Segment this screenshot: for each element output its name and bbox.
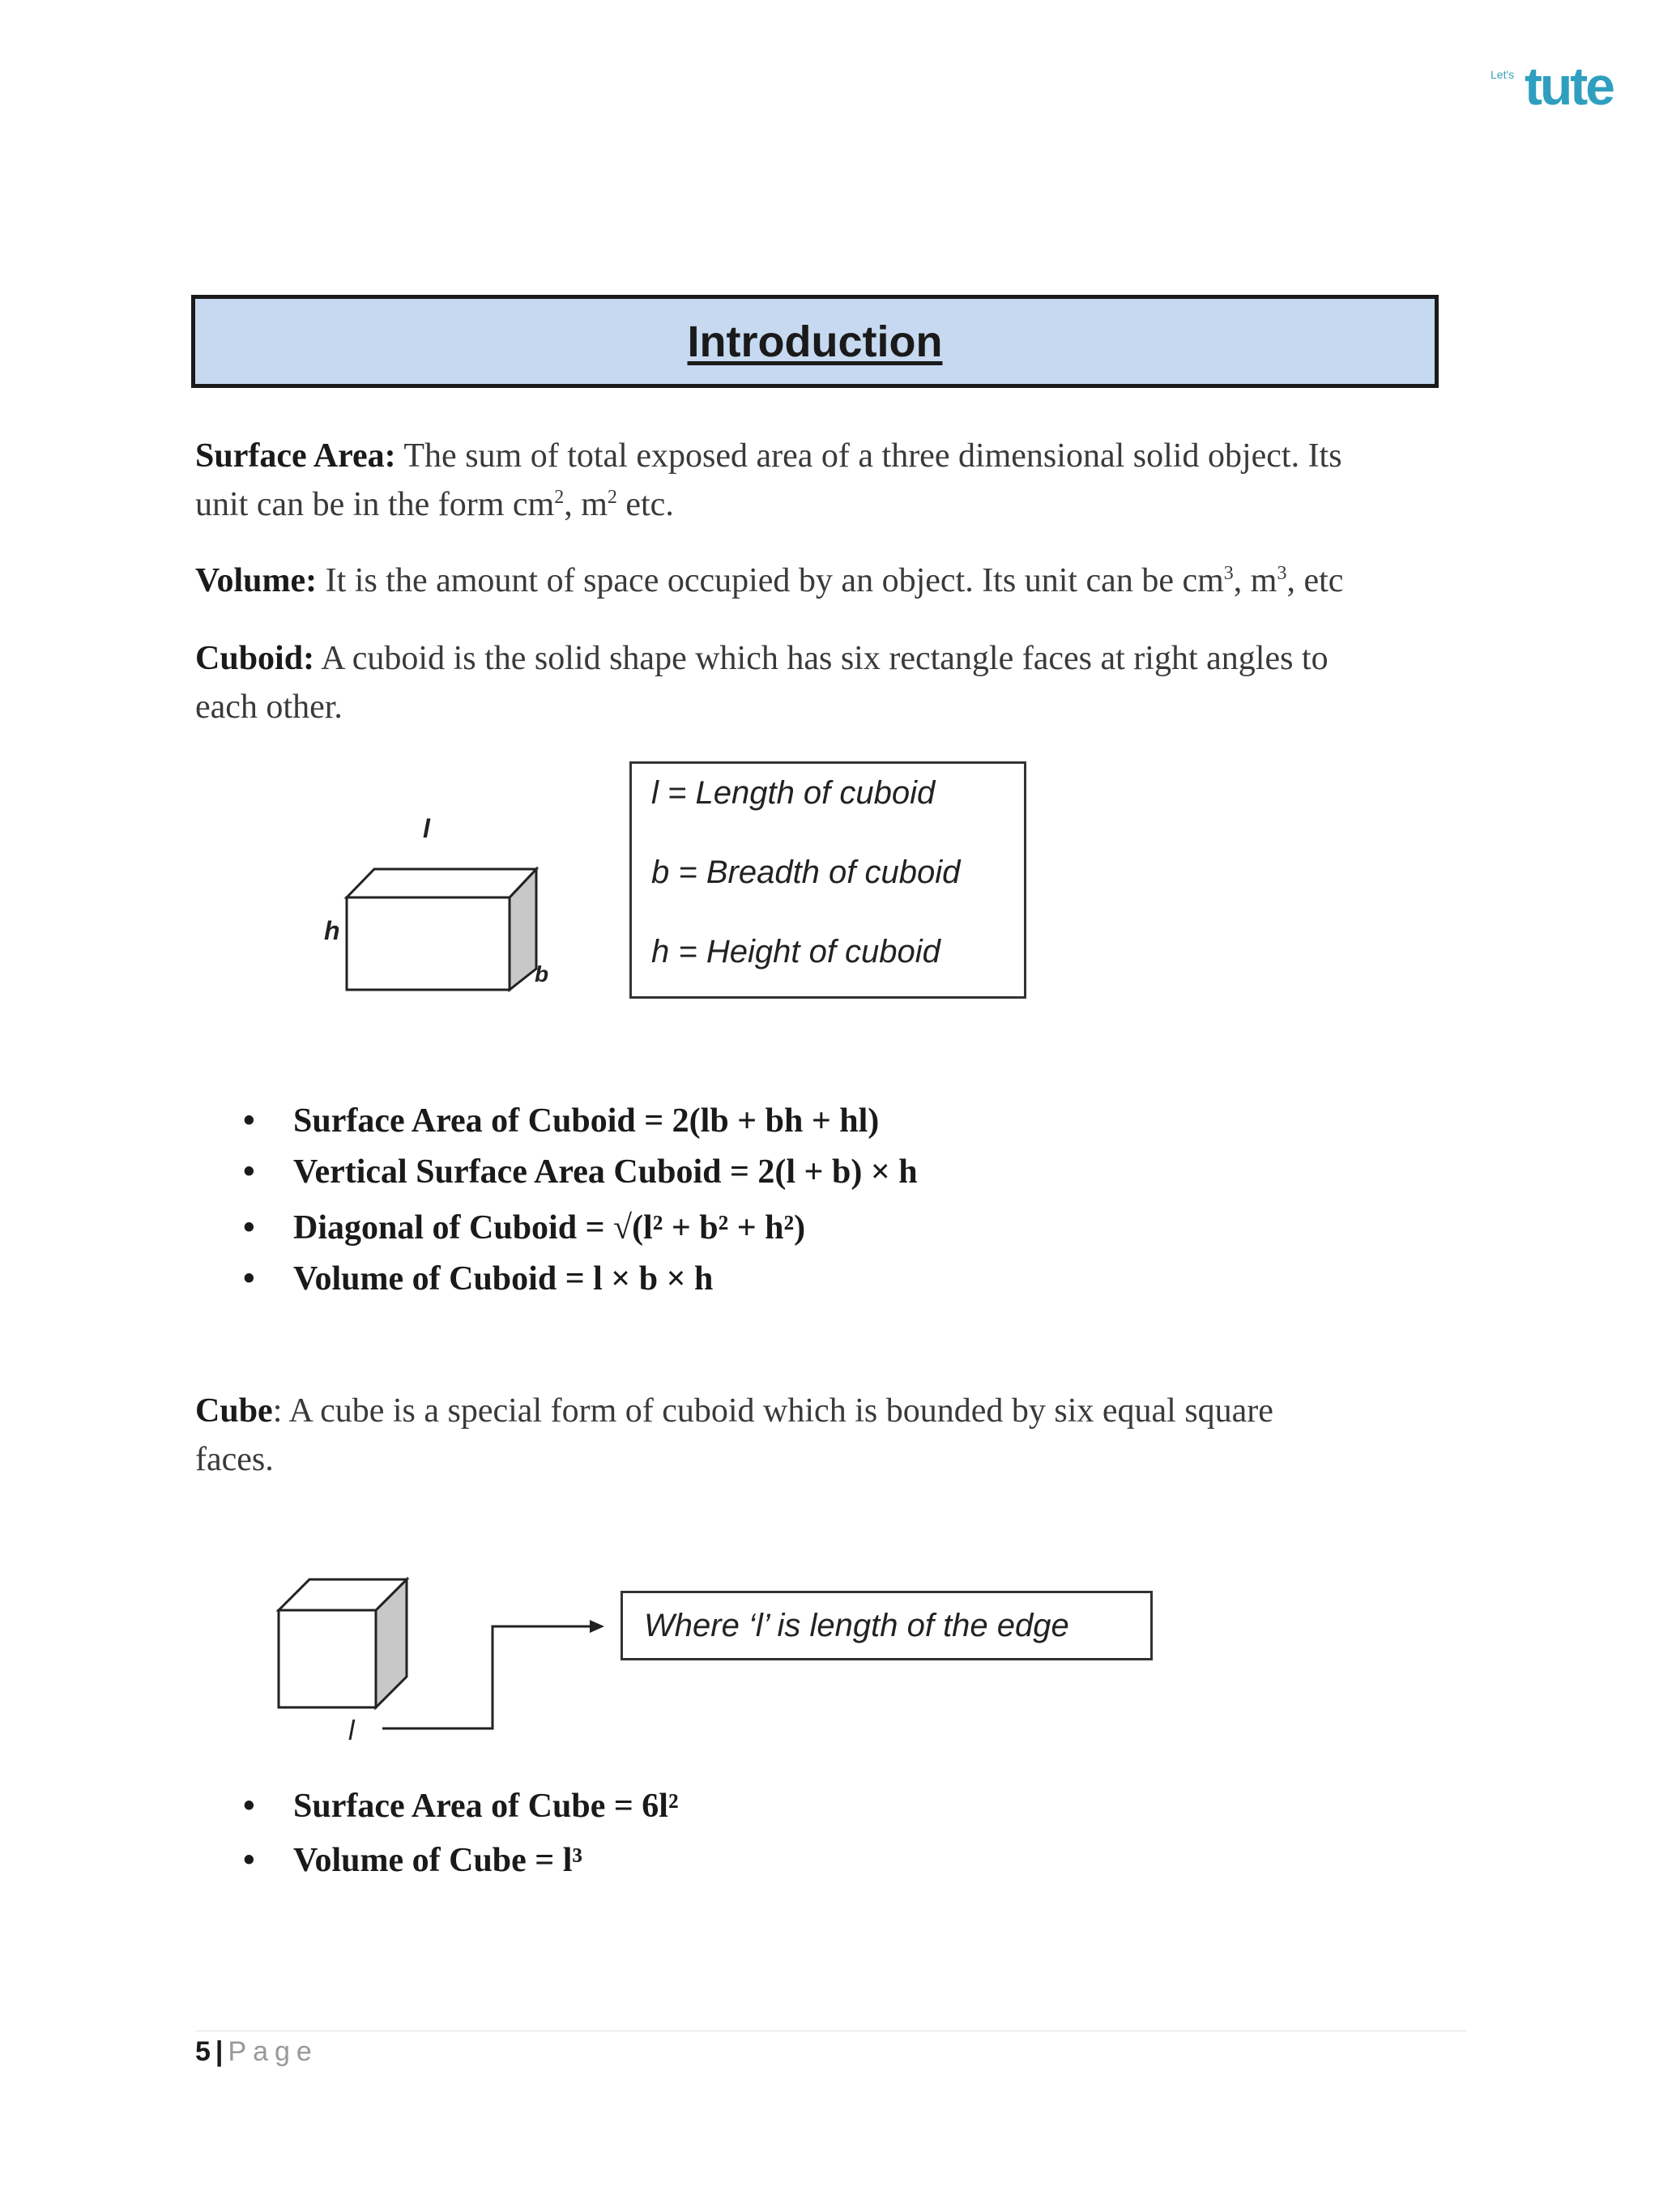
- cube-edge-note: Where ‘l’ is length of the edge: [644, 1607, 1069, 1643]
- formula-text: Vertical Surface Area Cuboid = 2(l + b) × h: [293, 1153, 918, 1191]
- formula-vertical-surface-area: [243, 1153, 1377, 1208]
- volume-term: Volume:: [195, 562, 318, 599]
- bullet: •: [243, 1260, 255, 1298]
- surface-area-unit-sep: , m: [564, 486, 608, 523]
- cube-diagram: [267, 1563, 624, 1758]
- formula-text: Volume of Cuboid = l × b × h: [293, 1260, 714, 1298]
- formula-text: Volume of Cube = l³: [293, 1842, 582, 1879]
- legend-height: h = Height of cuboid: [651, 934, 940, 970]
- cuboid-label-l: l: [423, 814, 430, 843]
- legend-length: l = Length of cuboid: [651, 775, 936, 811]
- surface-area-exp-1: 2: [554, 487, 565, 508]
- volume-paragraph: [195, 556, 1475, 605]
- cube-connector-line: [382, 1626, 591, 1728]
- volume-exp-1: 3: [1223, 563, 1234, 584]
- surface-area-term: Surface Area:: [195, 437, 396, 475]
- cuboid-label-h: h: [324, 916, 340, 945]
- page-word: Page: [228, 2036, 318, 2067]
- cube-term: Cube: [195, 1392, 273, 1430]
- cube-text: : A cube is a special form of cuboid which is bounded by six equal square: [272, 1392, 1273, 1430]
- formula-diagonal-cuboid: [243, 1208, 1377, 1259]
- cuboid-formula-list: [243, 1102, 1377, 1311]
- cube-edge-note-box: [621, 1591, 1153, 1660]
- cuboid-top-face: [347, 869, 536, 897]
- cuboid-paragraph: [195, 634, 1475, 731]
- logo-small-text: Let's: [1491, 68, 1515, 81]
- footer-separator: |: [215, 2036, 224, 2067]
- cuboid-text: A cuboid is the solid shape which has six rectangle faces at right angles to: [321, 640, 1328, 677]
- page-footer: [195, 2036, 318, 2068]
- arrow-head-icon: [590, 1620, 604, 1633]
- surface-area-text: The sum of total exposed area of a three dimensional solid object. Its: [403, 437, 1342, 475]
- bullet: •: [243, 1102, 255, 1140]
- cube-paragraph: [195, 1387, 1475, 1484]
- surface-area-unit-prefix: unit can be in the form cm: [195, 486, 555, 523]
- cuboid-label-b: b: [535, 961, 549, 987]
- cuboid-term: Cuboid:: [195, 640, 315, 677]
- tute-logo: [1491, 56, 1628, 120]
- surface-area-paragraph: [195, 432, 1475, 529]
- formula-surface-area-cube: [243, 1787, 1377, 1841]
- formula-volume-cuboid: [243, 1259, 1377, 1311]
- legend-breadth: b = Breadth of cuboid: [651, 855, 961, 890]
- formula-text: Surface Area of Cuboid = 2(lb + bh + hl): [293, 1102, 880, 1140]
- bullet: •: [243, 1842, 255, 1879]
- volume-exp-2: 3: [1277, 563, 1287, 584]
- formula-text: Surface Area of Cube = 6l²: [293, 1788, 679, 1825]
- page-number: 5: [195, 2036, 211, 2067]
- surface-area-exp-2: 2: [607, 487, 617, 508]
- surface-area-unit-suffix: etc.: [616, 486, 674, 523]
- cuboid-front-face: [347, 897, 510, 990]
- formula-surface-area-cuboid: [243, 1102, 1377, 1153]
- volume-unit-suffix: , etc: [1286, 562, 1344, 599]
- bullet: •: [243, 1788, 255, 1825]
- bullet: •: [243, 1209, 255, 1247]
- cuboid-text-line2: each other.: [195, 688, 343, 726]
- logo-main-text: tute: [1525, 56, 1613, 116]
- cube-front-face: [279, 1610, 376, 1707]
- cube-formula-list: [243, 1787, 1377, 1892]
- cuboid-diagram: [308, 802, 567, 996]
- cube-label-l: l: [348, 1715, 355, 1746]
- volume-text: It is the amount of space occupied by an object. Its unit can be cm: [325, 562, 1224, 599]
- cube-text-line2: faces.: [195, 1441, 274, 1478]
- bullet: •: [243, 1153, 255, 1191]
- formula-text: Diagonal of Cuboid = √(l² + b² + h²): [293, 1209, 806, 1247]
- section-title: Introduction: [687, 317, 943, 366]
- section-title-box: [191, 295, 1439, 388]
- cuboid-legend-box: [629, 761, 1026, 999]
- formula-volume-cube: [243, 1841, 1377, 1892]
- volume-unit-sep: , m: [1233, 562, 1277, 599]
